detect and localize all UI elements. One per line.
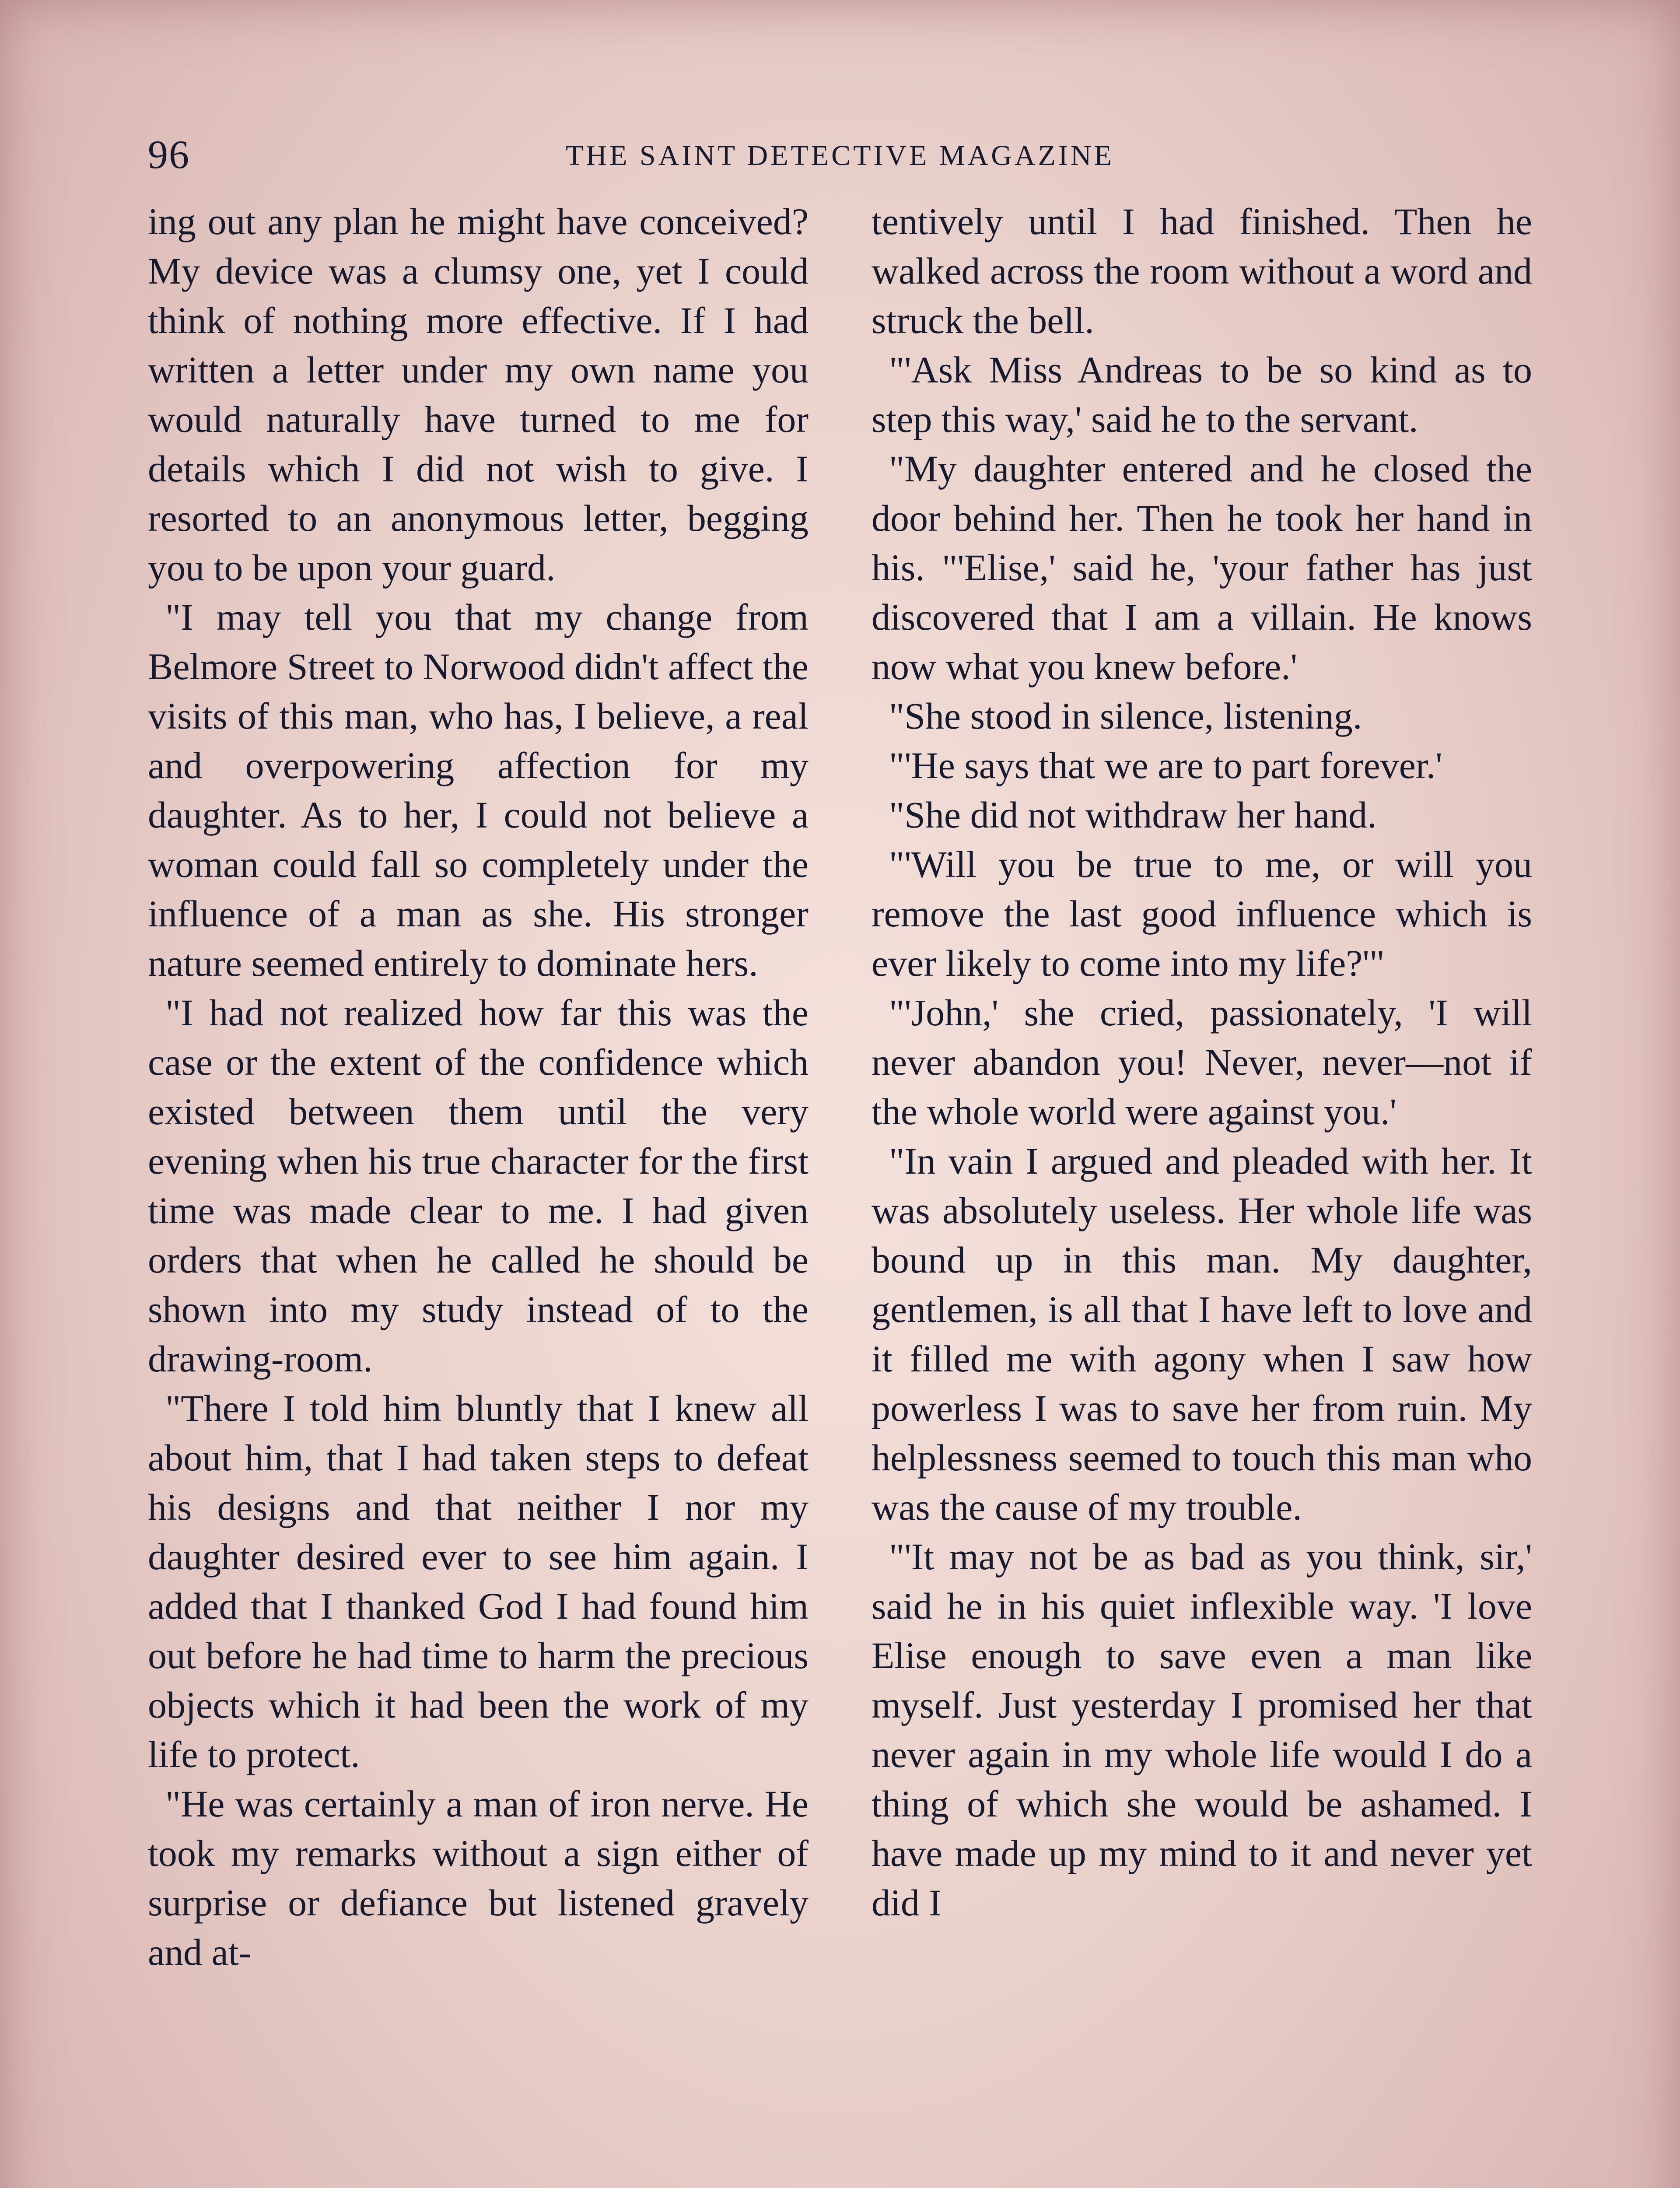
right-column — [872, 197, 1532, 1977]
paragraph: "She stood in silence, listening. — [889, 695, 1362, 737]
page-number: 96 — [148, 132, 190, 177]
text-columns — [148, 197, 1532, 1977]
paragraph: "'John,' she cried, passionately, 'I will never abandon you! Never, never—not if the whole world were against you.' — [872, 992, 1532, 1133]
paragraph: "My daughter entered and he closed the door behind her. Then he took her hand in his. "'Elise,' said he, 'your father has just discovered that I am a villain. He knows now what you knew before.' — [872, 448, 1532, 687]
paragraph: "In vain I argued and pleaded with her. It was absolutely useless. Her whole life was bound up in this man. My daughter, gentlemen, is all that I have left to love and it filled me with agony when I saw how powerless I was to save her from ruin. My helplessness seemed to touch this man who was the cause of my trouble. — [872, 1140, 1532, 1528]
paragraph: ing out any plan he might have conceived? My device was a clumsy one, yet I could think of nothing more effective. If I had written a letter under my own name you would naturally have turned to me for details which I did not wish to give. I resorted to an anonymous letter, begging you to be upon your guard. — [148, 200, 808, 589]
paragraph: "'Will you be true to me, or will you remove the last good influence which is ever likely to come into my life?'" — [872, 843, 1532, 984]
page-header — [148, 131, 1532, 193]
paragraph: "'It may not be as bad as you think, sir,' said he in his quiet inflexible way. 'I love Elise enough to save even a man like myself. Just yesterday I promised her that never again in my whole life would I do a thing of which she would be ashamed. I have made up my mind to it and never yet did I — [872, 1536, 1532, 1924]
paragraph: "There I told him bluntly that I knew all about him, that I had taken steps to defeat his designs and that neither I nor my daughter desired ever to see him again. I added that I thanked God I had found him out before he had time to harm the precious objects which it had been the work of my life to protect. — [148, 1387, 808, 1775]
paragraph: "He was certainly a man of iron nerve. He took my remarks without a sign either of surprise or defiance but listened gravely and at- — [148, 1783, 808, 1973]
left-column — [148, 197, 808, 1977]
paragraph: "'Ask Miss Andreas to be so kind as to step this way,' said he to the servant. — [872, 349, 1532, 440]
paragraph: "I had not realized how far this was the case or the extent of the confidence which existed between them until the very evening when his true character for the first time was made clear to me. I had given orders that when he called he should be shown into my study instead of to the drawing-room. — [148, 992, 808, 1380]
paragraph: "I may tell you that my change from Belmore Street to Norwood didn't affect the visits of this man, who has, I believe, a real and overpowering affection for my daughter. As to her, I could not believe a woman could fall so completely under the influence of a man as she. His stronger nature seemed entirely to dominate hers. — [148, 596, 808, 984]
paragraph: "She did not withdraw her hand. — [889, 794, 1377, 836]
magazine-title: THE SAINT DETECTIVE MAGAZINE — [566, 140, 1114, 172]
paragraph: tentively until I had finished. Then he walked across the room without a word and struck the bell. — [872, 200, 1532, 341]
paragraph: "'He says that we are to part forever.' — [889, 744, 1442, 786]
